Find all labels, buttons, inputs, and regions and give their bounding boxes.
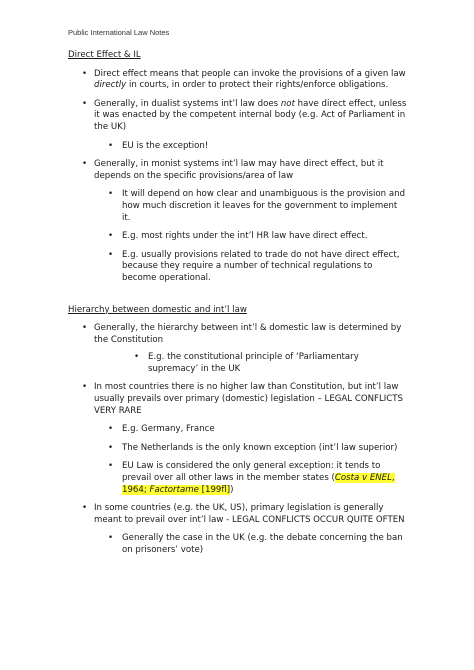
bullet-icon: • [108,189,114,200]
list-item: • E.g. most rights under the int’l HR law have direct effect. [108,231,368,242]
section-title-hierarchy: Hierarchy between domestic and int’l law [68,304,247,315]
bullet-icon: • [108,442,114,453]
bullet-icon: • [82,68,88,79]
bullet-icon: • [82,382,88,393]
bullet-icon: • [108,424,114,435]
list-item: • Generally the case in the UK (e.g. the debate concerning the ban on prisoners’ vote) [108,533,403,555]
list-item: • EU Law is considered the only general exception: it tends to prevail over all other laws in the member states (Costa v ENEL, 1964; Factortame [199fl]) [108,461,395,495]
list-item: • In most countries there is no higher law than Constitution, but int’l law usually prevails over primary (domestic) legislation – LEGAL CONFLICTS VERY RARE [82,382,403,416]
list-item: • In some countries (e.g. the UK, US), primary legislation is generally meant to prevail over int’l law - LEGAL CONFLICTS OCCUR QUITE OFTEN [82,503,405,525]
list-item: • Generally, in dualist systems int’l law does not have direct effect, unless it was enacted by the competent internal body (e.g. Act of Parliament in the UK) [82,98,407,132]
bullet-icon: • [108,533,114,544]
bullet-icon: • [82,323,88,334]
bullet-icon: • [108,249,114,260]
list-item: • Generally, in monist systems int’l law may have direct effect, but it depends on the specific provisions/area of law [82,159,384,181]
bullet-icon: • [82,98,88,109]
document-body [68,50,408,557]
list-item: • E.g. the constitutional principle of ‘Parliamentary supremacy’ in the UK [134,352,359,374]
list-item: • E.g. usually provisions related to trade do not have direct effect, because they require a number of technical regulations to become operational. [108,249,400,283]
list-item: • It will depend on how clear and unambiguous is the provision and how much discretion it leaves for the government to implement it. [108,189,406,223]
list-item: • EU is the exception! [108,140,209,151]
list-item: • Generally, the hierarchy between int’l & domestic law is determined by the Constitution [82,323,402,345]
case-citation: Costa v ENEL [334,473,392,484]
list-item: • Direct effect means that people can invoke the provisions of a given law directly in courts, in order to protect their rights/enforce obligations. [82,68,406,91]
list-item: • The Netherlands is the only known exception (int’l law superior) [108,442,398,453]
bullet-icon: • [134,352,140,363]
bullet-icon: • [108,461,114,472]
bullet-icon: • [82,159,88,170]
bullet-icon: • [108,231,114,242]
bullet-icon: • [82,503,88,514]
page-header: Public International Law Notes [68,28,170,37]
list-item: • E.g. Germany, France [108,424,215,435]
section-title-direct-effect: Direct Effect & IL [68,50,141,60]
case-citation: Factortame [149,484,199,495]
bullet-icon: • [108,140,114,151]
